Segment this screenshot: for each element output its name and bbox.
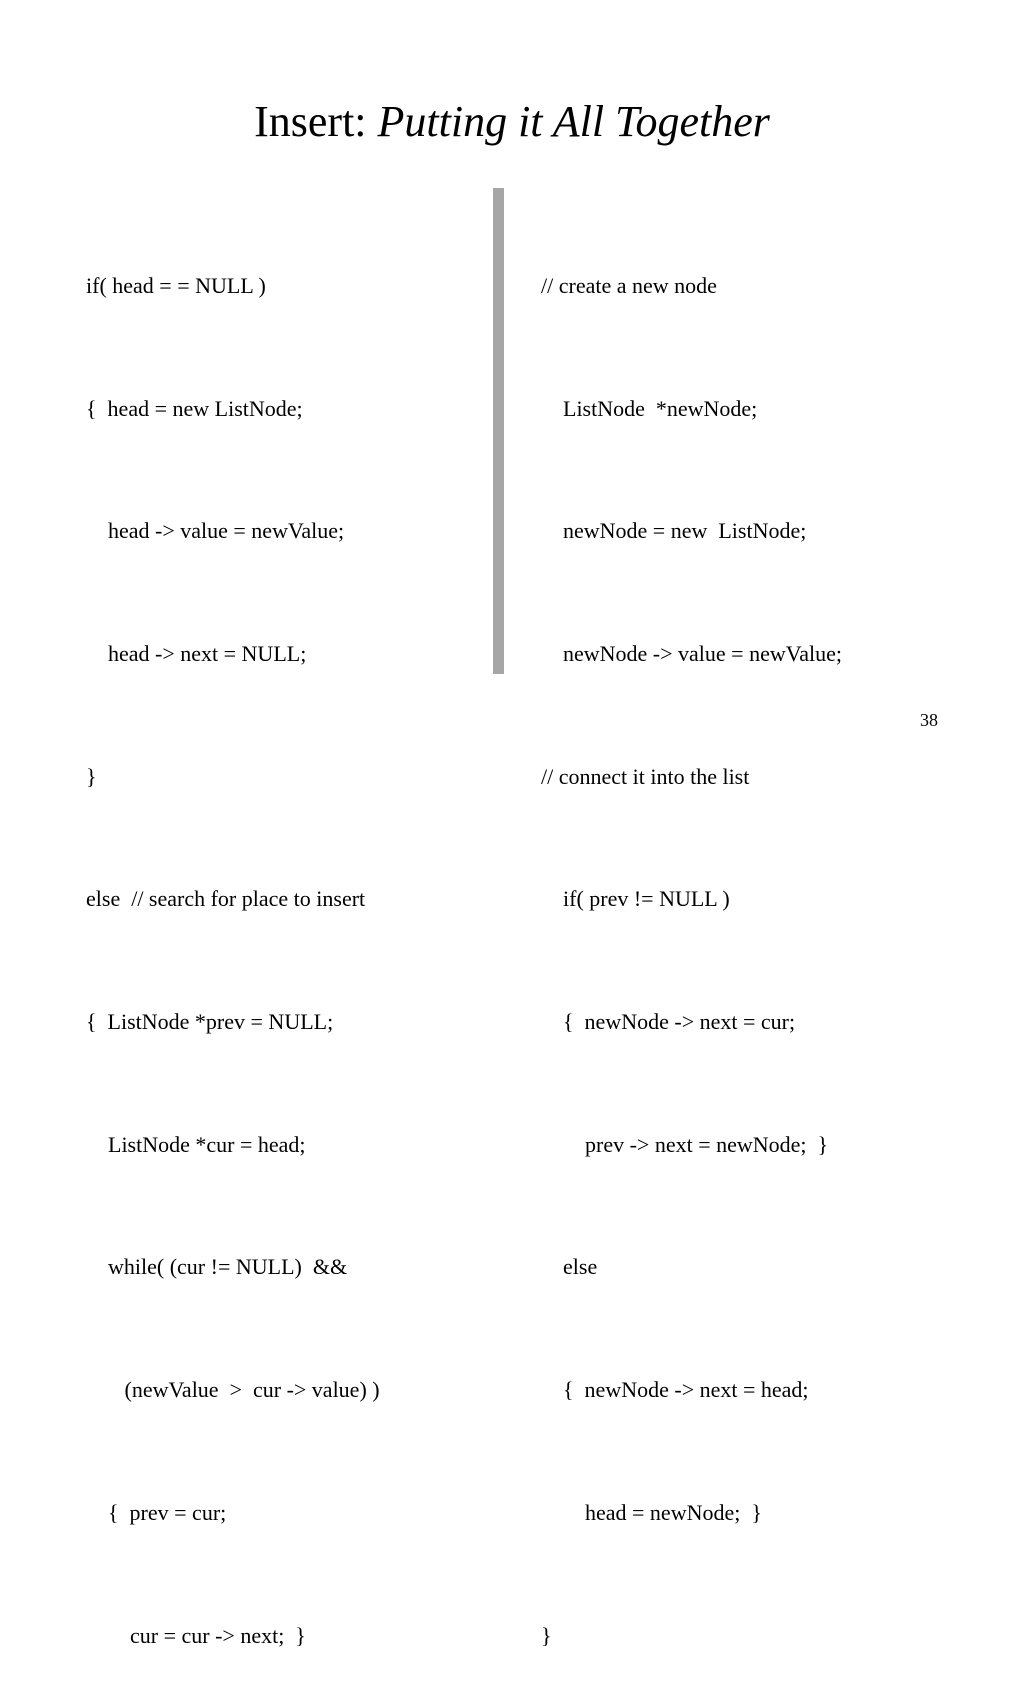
code-line: ListNode *newNode; [541,395,758,421]
code-line: newNode -> value = newValue; [541,640,842,666]
code-line: head -> value = newValue; [86,518,345,544]
page-number: 38 [920,710,938,730]
slide-title-italic: Putting it All Together [377,97,770,146]
code-line: head -> next = NULL; [86,640,307,666]
code-line: (newValue > cur -> value) ) [86,1377,380,1403]
code-line: if( prev != NULL ) [541,886,730,912]
code-line: while( (cur != NULL) && [86,1254,348,1280]
slide-title-plain: Insert: [254,97,378,146]
code-line: else [541,1254,598,1280]
code-line: ListNode *cur = head; [86,1131,306,1157]
code-line: else // search for place to insert [86,886,366,912]
right-code-block [541,184,1001,1697]
column-divider [493,188,504,674]
code-line: { newNode -> next = head; [541,1377,809,1403]
code-line: prev -> next = newNode; } [541,1131,829,1157]
code-line: // connect it into the list [541,763,750,789]
code-line: if( head = = NULL ) [86,272,266,298]
code-line: { prev = cur; [86,1499,227,1525]
code-line: { head = new ListNode; [86,395,303,421]
code-line: { ListNode *prev = NULL; [86,1009,334,1035]
code-line: newNode = new ListNode; [541,518,807,544]
code-line: head = newNode; } [541,1499,762,1525]
code-line: // create a new node [541,272,717,298]
code-line: } [541,1622,552,1648]
left-code-block [86,184,486,1697]
slide-title [0,96,1024,148]
code-line: { newNode -> next = cur; [541,1009,796,1035]
code-line: } [86,763,97,789]
code-line: cur = cur -> next; } [86,1622,306,1648]
